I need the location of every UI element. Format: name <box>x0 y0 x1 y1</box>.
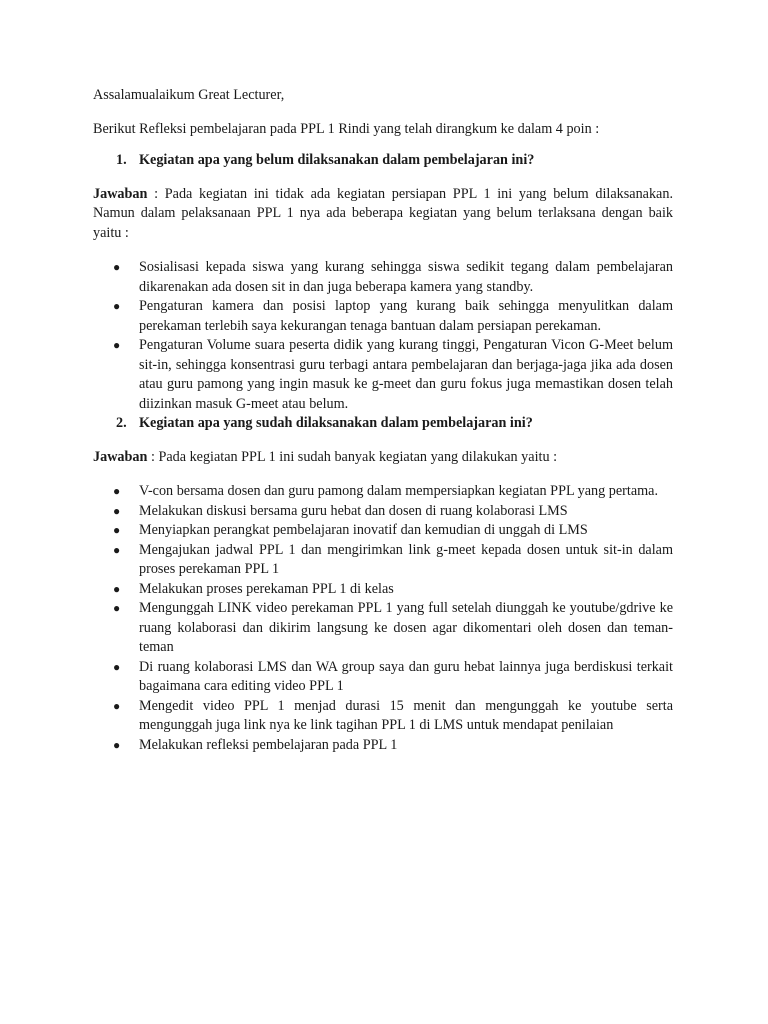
greeting-line: Assalamualaikum Great Lecturer, <box>93 87 285 103</box>
answer-text: : Pada kegiatan PPL 1 ini sudah banyak kegiatan yang dilakukan yaitu : <box>147 448 558 465</box>
bullet-icon: ● <box>113 338 121 352</box>
question-number: 1. <box>116 152 127 168</box>
list-item <box>93 736 673 756</box>
bullet-icon: ● <box>113 601 121 615</box>
list-item-text: V-con bersama dosen dan guru pamong dalam mempersiapkan kegiatan PPL yang pertama. <box>139 483 659 499</box>
bullet-list-2 <box>93 482 673 755</box>
answer-1 <box>93 185 673 244</box>
bullet-icon: ● <box>113 299 121 313</box>
question-text: Kegiatan apa yang belum dilaksanakan dalam pembelajaran ini? <box>139 152 535 168</box>
list-item-text: Pengaturan kamera dan posisi laptop yang kurang baik sehingga menyulitkan dalam perekaman terlebih saya kekurangan tenaga bantuan dalam persiapan perekaman. <box>139 298 673 334</box>
bullet-icon: ● <box>113 484 121 498</box>
list-item <box>93 336 673 414</box>
list-item <box>93 502 673 522</box>
bullet-icon: ● <box>113 503 121 518</box>
list-item <box>93 697 673 736</box>
answer-text: : Pada kegiatan ini tidak ada kegiatan persiapan PPL 1 ini yang belum dilaksanakan. Namun dalam pelaksanaan PPL 1 nya ada beberapa kegiatan yang belum terlaksana dengan baik yaitu : <box>93 185 673 241</box>
question-1 <box>93 151 673 171</box>
document-page <box>93 86 673 755</box>
bullet-list-1 <box>93 258 673 414</box>
answer-label: Jawaban <box>93 185 148 202</box>
bullet-icon: ● <box>113 260 121 274</box>
intro-paragraph: Berikut Refleksi pembelajaran pada PPL 1 Rindi yang telah dirangkum ke dalam 4 poin : <box>93 120 600 137</box>
question-text: Kegiatan apa yang sudah dilaksanakan dalam pembelajaran ini? <box>139 415 533 431</box>
list-item <box>93 658 673 697</box>
list-item-text: Mengajukan jadwal PPL 1 dan mengirimkan link g-meet kepada dosen untuk sit-in dalam proses perekaman PPL 1 <box>139 541 673 577</box>
list-item-text: Menyiapkan perangkat pembelajaran inovatif dan kemudian di unggah di LMS <box>139 522 588 538</box>
bullet-icon: ● <box>113 581 121 596</box>
list-item-text: Mengedit video PPL 1 menjad durasi 15 menit dan mengunggah ke youtube serta mengunggah juga link nya ke link tagihan PPL 1 di LMS untuk mendapat penilaian <box>139 697 673 733</box>
list-item <box>93 599 673 658</box>
list-item-text: Melakukan diskusi bersama guru hebat dan dosen di ruang kolaborasi LMS <box>139 502 568 519</box>
answer-label: Jawaban <box>93 448 148 465</box>
list-item-text: Melakukan proses perekaman PPL 1 di kelas <box>139 580 394 597</box>
question-number: 2. <box>116 415 127 431</box>
list-item <box>93 297 673 336</box>
list-item <box>93 580 673 600</box>
bullet-icon: ● <box>113 698 121 713</box>
bullet-icon: ● <box>113 542 121 557</box>
bullet-icon: ● <box>113 523 121 537</box>
list-item-text: Melakukan refleksi pembelajaran pada PPL 1 <box>139 736 398 753</box>
list-item <box>93 521 673 541</box>
answer-2 <box>93 448 673 468</box>
list-item <box>93 258 673 297</box>
list-item-text: Sosialisasi kepada siswa yang kurang sehingga siswa sedikit tegang dalam pembelajaran dikarenakan ada dosen sit in dan juga beberapa kamera yang standby. <box>139 259 673 295</box>
list-item <box>93 482 673 502</box>
list-item <box>93 541 673 580</box>
list-item-text: Mengunggah LINK video perekaman PPL 1 yang full setelah diunggah ke youtube/gdrive ke ruang kolaborasi dan dikirim langsung ke dosen agar dikomentari oleh dosen dan teman-teman <box>139 600 673 655</box>
bullet-icon: ● <box>113 737 121 752</box>
question-2 <box>93 414 673 434</box>
bullet-icon: ● <box>113 659 121 674</box>
list-item-text: Pengaturan Volume suara peserta didik yang kurang tinggi, Pengaturan Vicon G-Meet belum sit-in, sehingga konsentrasi guru terbagi antara pembelajaran dan berjaga-jaga jika ada dosen atau guru pamong yang ingin masuk ke g-meet dan guru fokus juga memastikan dosen telah diizinkan masuk G-meet atau belum. <box>139 337 673 412</box>
list-item-text: Di ruang kolaborasi LMS dan WA group saya dan guru hebat lainnya juga berdiskusi terkait bagaimana cara editing video PPL 1 <box>139 658 673 694</box>
